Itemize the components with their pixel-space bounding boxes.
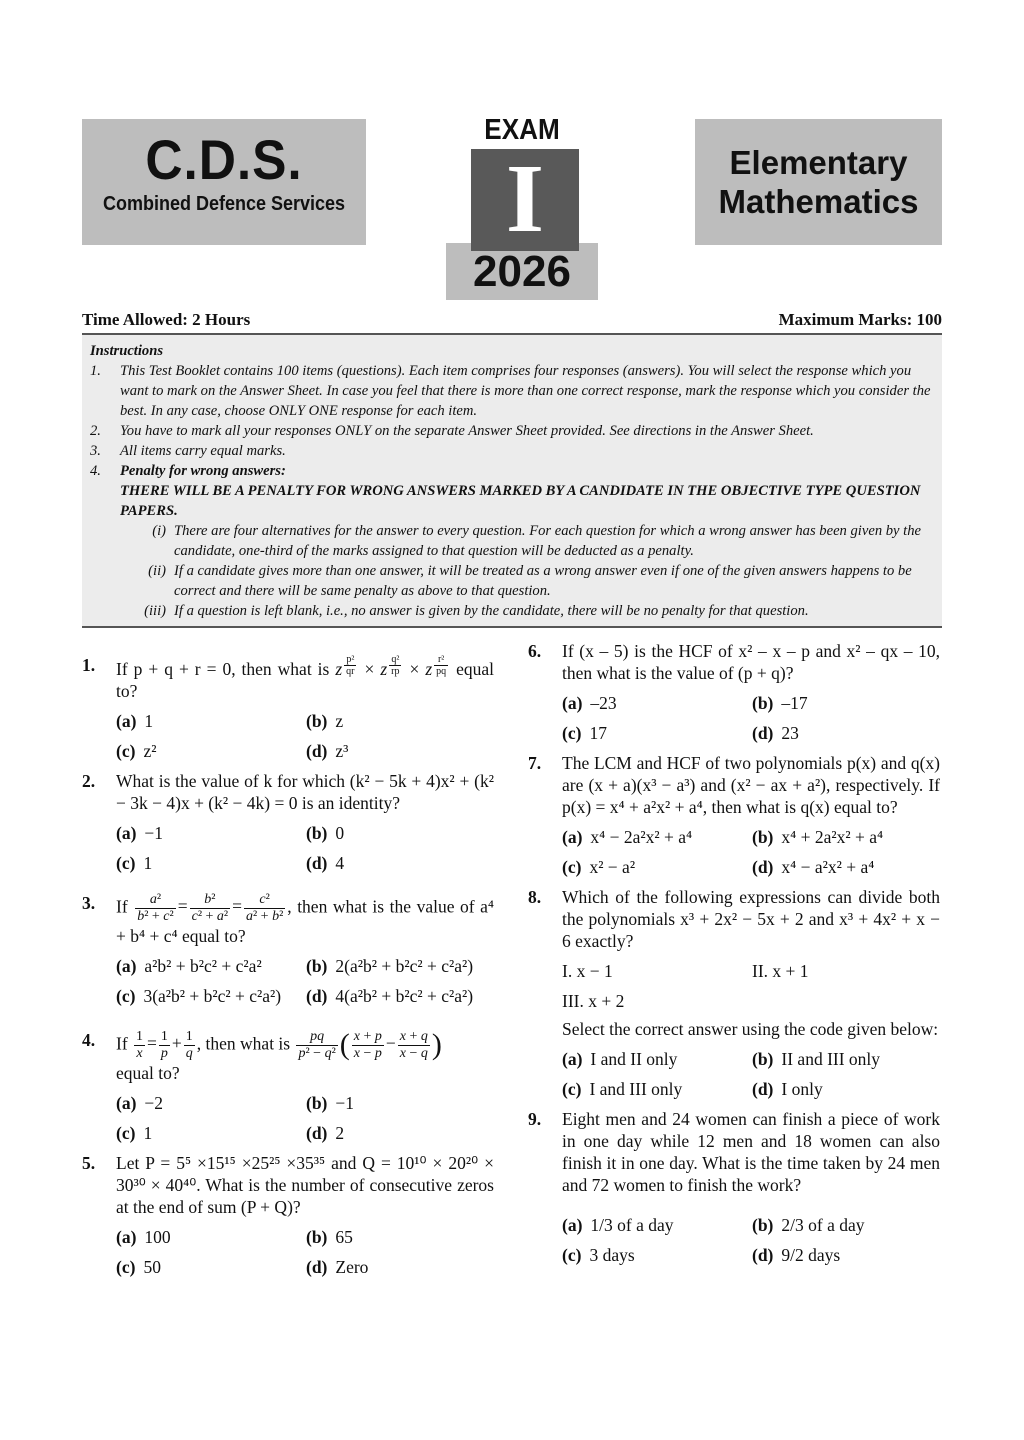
subject-line-2: Mathematics	[718, 183, 919, 220]
option-a[interactable]: (a) −2	[116, 1092, 164, 1113]
cds-title-box	[82, 119, 366, 245]
option-b[interactable]: (b) 0	[306, 822, 345, 843]
instruction-text: You have to mark all your responses ONLY on the separate Answer Sheet provided. See directions in the Answer Sheet.	[120, 423, 814, 439]
questions-left-column	[82, 640, 494, 1286]
instruction-text: All items carry equal marks.	[120, 443, 286, 459]
question-4: 4. If $\frac{1}{x}$ = $\frac{1}{p}$ + $\frac{1}{q}$ , then what is $\frac{pq}{\text{p² − q²}}$ ( $\frac{x + p}{x - p}$ − $\frac{x + q}{x - q}$ ) equal to? (a) −2 (b) −1 (c) 1 (d) 2	[82, 1029, 494, 1144]
instruction-text: This Test Booklet contains 100 items (questions). Each item comprises four responses (answers). You will select the response which you want to mark on the Answer Sheet. In case you feel that there is more than one correct response, mark the response which you consider the best. In any case, choose ONLY ONE response for each item.	[120, 363, 931, 419]
instruction-item: 4. Penalty for wrong answers:	[90, 463, 286, 479]
statement-2: II. x + 1	[752, 961, 809, 981]
option-a[interactable]: (a) 1	[116, 710, 154, 731]
instruction-item: 2. You have to mark all your responses ONLY on the separate Answer Sheet provided. See directions in the Answer Sheet.	[90, 423, 814, 439]
option-d[interactable]: (d) z³	[306, 740, 349, 761]
statement-1: I. x − 1	[562, 961, 613, 981]
option-b[interactable]: (b) II and III only	[752, 1049, 881, 1069]
option-b[interactable]: (b) 2/3 of a day	[752, 1215, 865, 1235]
option-d[interactable]: (d) I only	[752, 1079, 823, 1099]
option-d[interactable]: (d) Zero	[306, 1256, 369, 1277]
option-c[interactable]: (c) I and III only	[562, 1079, 683, 1099]
option-a[interactable]: (a) a²b² + b²c² + c²a²	[116, 955, 262, 976]
option-d[interactable]: (d) 4	[306, 852, 345, 873]
options	[116, 822, 494, 874]
penalty-text: If a question is left blank, i.e., no answer is given by the candidate, there will be no penalty for that question.	[174, 603, 809, 619]
instruction-item: 3. All items carry equal marks.	[90, 443, 286, 459]
question-2: 2. What is the value of k for which (k² − 5k + 4)x² + (k² − 3k − 4)x + (k² − 4k) = 0 is an identity? (a) −1 (b) 0 (c) 1 (d) 4	[82, 770, 494, 873]
option-d[interactable]: (d) 9/2 days	[752, 1245, 841, 1265]
option-c[interactable]: (c) x² − a²	[562, 857, 636, 877]
questions-right-column	[528, 640, 940, 1274]
option-c[interactable]: (c) 3 days	[562, 1245, 635, 1265]
statements	[562, 960, 940, 1012]
code-text: Select the correct answer using the code given below:	[562, 1019, 939, 1039]
exam-year: 2026	[473, 247, 571, 296]
q3-expression: $\frac{\text{a²}}{\text{b² + c²}}$ = $\frac{\text{b²}}{\text{c² + a²}}$ = $\frac{\text{c²}}{\text{a² + b²}}$	[137, 891, 284, 924]
exam-meta-row	[82, 310, 942, 330]
option-a[interactable]: (a) 1/3 of a day	[562, 1215, 674, 1235]
subject-line-1: Elementary	[729, 144, 908, 181]
option-c[interactable]: (c) 3(a²b² + b²c² + c²a²)	[116, 985, 282, 1006]
options	[562, 1214, 940, 1266]
options	[562, 692, 940, 744]
options	[116, 1226, 494, 1278]
instructions-box	[82, 333, 942, 628]
question-1: 1. If p + q + r = 0, then what is z $^{\frac{\text{p²}}{qr}}$ × z $^{\frac{\text{q²}}{rp}}$ × z $^{\frac{\text{r²}}{pq}}$ equal to? (a) 1 (b) z (c) z² (d) z³	[82, 654, 495, 761]
cds-title: C.D.S.	[145, 128, 303, 191]
question-5: 5. Let P = 5⁵ ×15¹⁵ ×25²⁵ ×35³⁵ and Q = 10¹⁰ × 20²⁰ × 30³⁰ × 40⁴⁰. What is the number of consecutive zeros at the end of sum (P + Q)? (a) 100 (b) 65 (c) 50 (d) Zero	[82, 1152, 494, 1277]
penalty-text: If a candidate gives more than one answer, it will be treated as a wrong answer even if one of the given answers happens to be correct and there will be same penalty as above to that question.	[174, 563, 912, 599]
options	[116, 1092, 494, 1144]
options	[562, 826, 940, 878]
max-marks: Maximum Marks: 100	[778, 310, 942, 329]
subject-box	[695, 119, 942, 245]
statement-3: III. x + 2	[562, 991, 625, 1011]
exam-label: EXAM	[484, 114, 560, 146]
penalty-item: (iii) If a question is left blank, i.e., no answer is given by the candidate, there will be no penalty for that question.	[144, 603, 809, 619]
exam-number: I	[471, 149, 579, 251]
instruction-item: 1. This Test Booklet contains 100 items (questions). Each item comprises four responses (answers). You will select the response which you want to mark on the Answer Sheet. In case you feel that there is more than one correct response, mark the response which you consider the best. In any case, choose ONLY ONE response for each item.	[90, 361, 934, 421]
option-a[interactable]: (a) 100	[116, 1226, 171, 1247]
option-b[interactable]: (b) x⁴ + 2a²x² + a⁴	[752, 827, 884, 847]
options	[116, 710, 494, 762]
option-c[interactable]: (c) 1	[116, 1122, 153, 1143]
time-allowed: Time Allowed: 2 Hours	[82, 310, 251, 329]
option-c[interactable]: (c) 50	[116, 1256, 161, 1277]
penalty-heading: THERE WILL BE A PENALTY FOR WRONG ANSWERS MARKED BY A CANDIDATE IN THE OBJECTIVE TYPE QUESTION PAPERS.	[120, 483, 921, 519]
q4-condition: $\frac{1}{x}$ = $\frac{1}{p}$ + $\frac{1}{q}$	[136, 1028, 193, 1061]
question-7: 7. The LCM and HCF of two polynomials p(x) and q(x) are (x + a)(x³ − a³) and (x² − ax + a²), respectively. If p(x) = x⁴ + a²x² + a⁴, then what is q(x) equal to? (a) x⁴ − 2a²x² + a⁴ (b) x⁴ + 2a²x² + a⁴ (c) x² − a² (d) x⁴ − a²x² + a⁴	[528, 753, 940, 877]
question-3: 3. If $\frac{\text{a²}}{\text{b² + c²}}$ = $\frac{\text{b²}}{\text{c² + a²}}$ = $\frac{\text{c²}}{\text{a² + b²}}$ , then what is the value of a⁴ + b⁴ + c⁴ equal to? (a) a²b² + b²c² + c²a² (b) 2(a²b² + b²c² + c²a²) (c) 3(a²b² + b²c² + c²a²) (d) 4(a²b² + b²c² + c²a²)	[82, 891, 494, 1006]
options	[562, 1048, 940, 1100]
penalty-text: There are four alternatives for the answer to every question. For each question for which a wrong answer has been given by the candidate, one-third of the marks assigned to that question will be deducted as a penalty.	[174, 523, 922, 559]
option-d[interactable]: (d) 4(a²b² + b²c² + c²a²)	[306, 985, 474, 1006]
instructions-title: Instructions	[90, 343, 164, 359]
penalty-item: (i) There are four alternatives for the answer to every question. For each question for which a wrong answer has been given by the candidate, one-third of the marks assigned to that question will be deducted as a penalty.	[120, 521, 934, 561]
option-d[interactable]: (d) 23	[752, 723, 799, 743]
question-9: 9. Eight men and 24 women can finish a piece of work in one day while 12 men and 18 women can also finish it in one day. What is the time taken by 24 men and 72 women to finish the work? (a) 1/3 of a day (b) 2/3 of a day (c) 3 days (d) 9/2 days	[528, 1109, 940, 1265]
option-a[interactable]: (a) I and II only	[562, 1049, 678, 1069]
option-b[interactable]: (b) –17	[752, 693, 808, 713]
question-6: 6. If (x – 5) is the HCF of x² – x – p and x² – qx – 10, then what is the value of (p + q)? (a) –23 (b) –17 (c) 17 (d) 23	[528, 641, 940, 743]
option-a[interactable]: (a) –23	[562, 693, 617, 713]
penalty-item: (ii) If a candidate gives more than one answer, it will be treated as a wrong answer even if one of the given answers happens to be correct and there will be same penalty as above to that question.	[120, 561, 934, 601]
option-c[interactable]: (c) z²	[116, 740, 157, 761]
option-c[interactable]: (c) 1	[116, 852, 153, 873]
option-d[interactable]: (d) 2	[306, 1122, 345, 1143]
option-b[interactable]: (b) 65	[306, 1226, 353, 1247]
option-b[interactable]: (b) 2(a²b² + b²c² + c²a²)	[306, 955, 474, 976]
option-a[interactable]: (a) −1	[116, 822, 164, 843]
cds-subtitle: Combined Defence Services	[102, 193, 346, 215]
option-a[interactable]: (a) x⁴ − 2a²x² + a⁴	[562, 827, 693, 847]
option-c[interactable]: (c) 17	[562, 723, 607, 743]
options	[116, 955, 494, 1007]
q4-expression: $\frac{pq}{\text{p² − q²}}$ ( $\frac{x + p}{x - p}$ − $\frac{x + q}{x - q}$ )	[298, 1028, 442, 1062]
option-b[interactable]: (b) −1	[306, 1092, 355, 1113]
q1-expression: z $^{\frac{\text{p²}}{qr}}$ × z $^{\frac{\text{q²}}{rp}}$ × z $^{\frac{\text{r²}}{pq}}$	[335, 654, 447, 679]
penalty-heading-row	[90, 481, 934, 521]
option-d[interactable]: (d) x⁴ − a²x² + a⁴	[752, 857, 875, 877]
instruction-text: Penalty for wrong answers:	[120, 463, 286, 479]
question-8: 8. Which of the following expressions can divide both the polynomials x³ + 2x² − 5x + 2 and x³ + 4x² + x − 6 exactly? I. x − 1 II. x + 1 III. x + 2 Select the correct answer using the code given below: (a) I and II only (b) II and III only (c) I and III only (d) I only	[528, 887, 940, 1099]
option-b[interactable]: (b) z	[306, 710, 344, 731]
